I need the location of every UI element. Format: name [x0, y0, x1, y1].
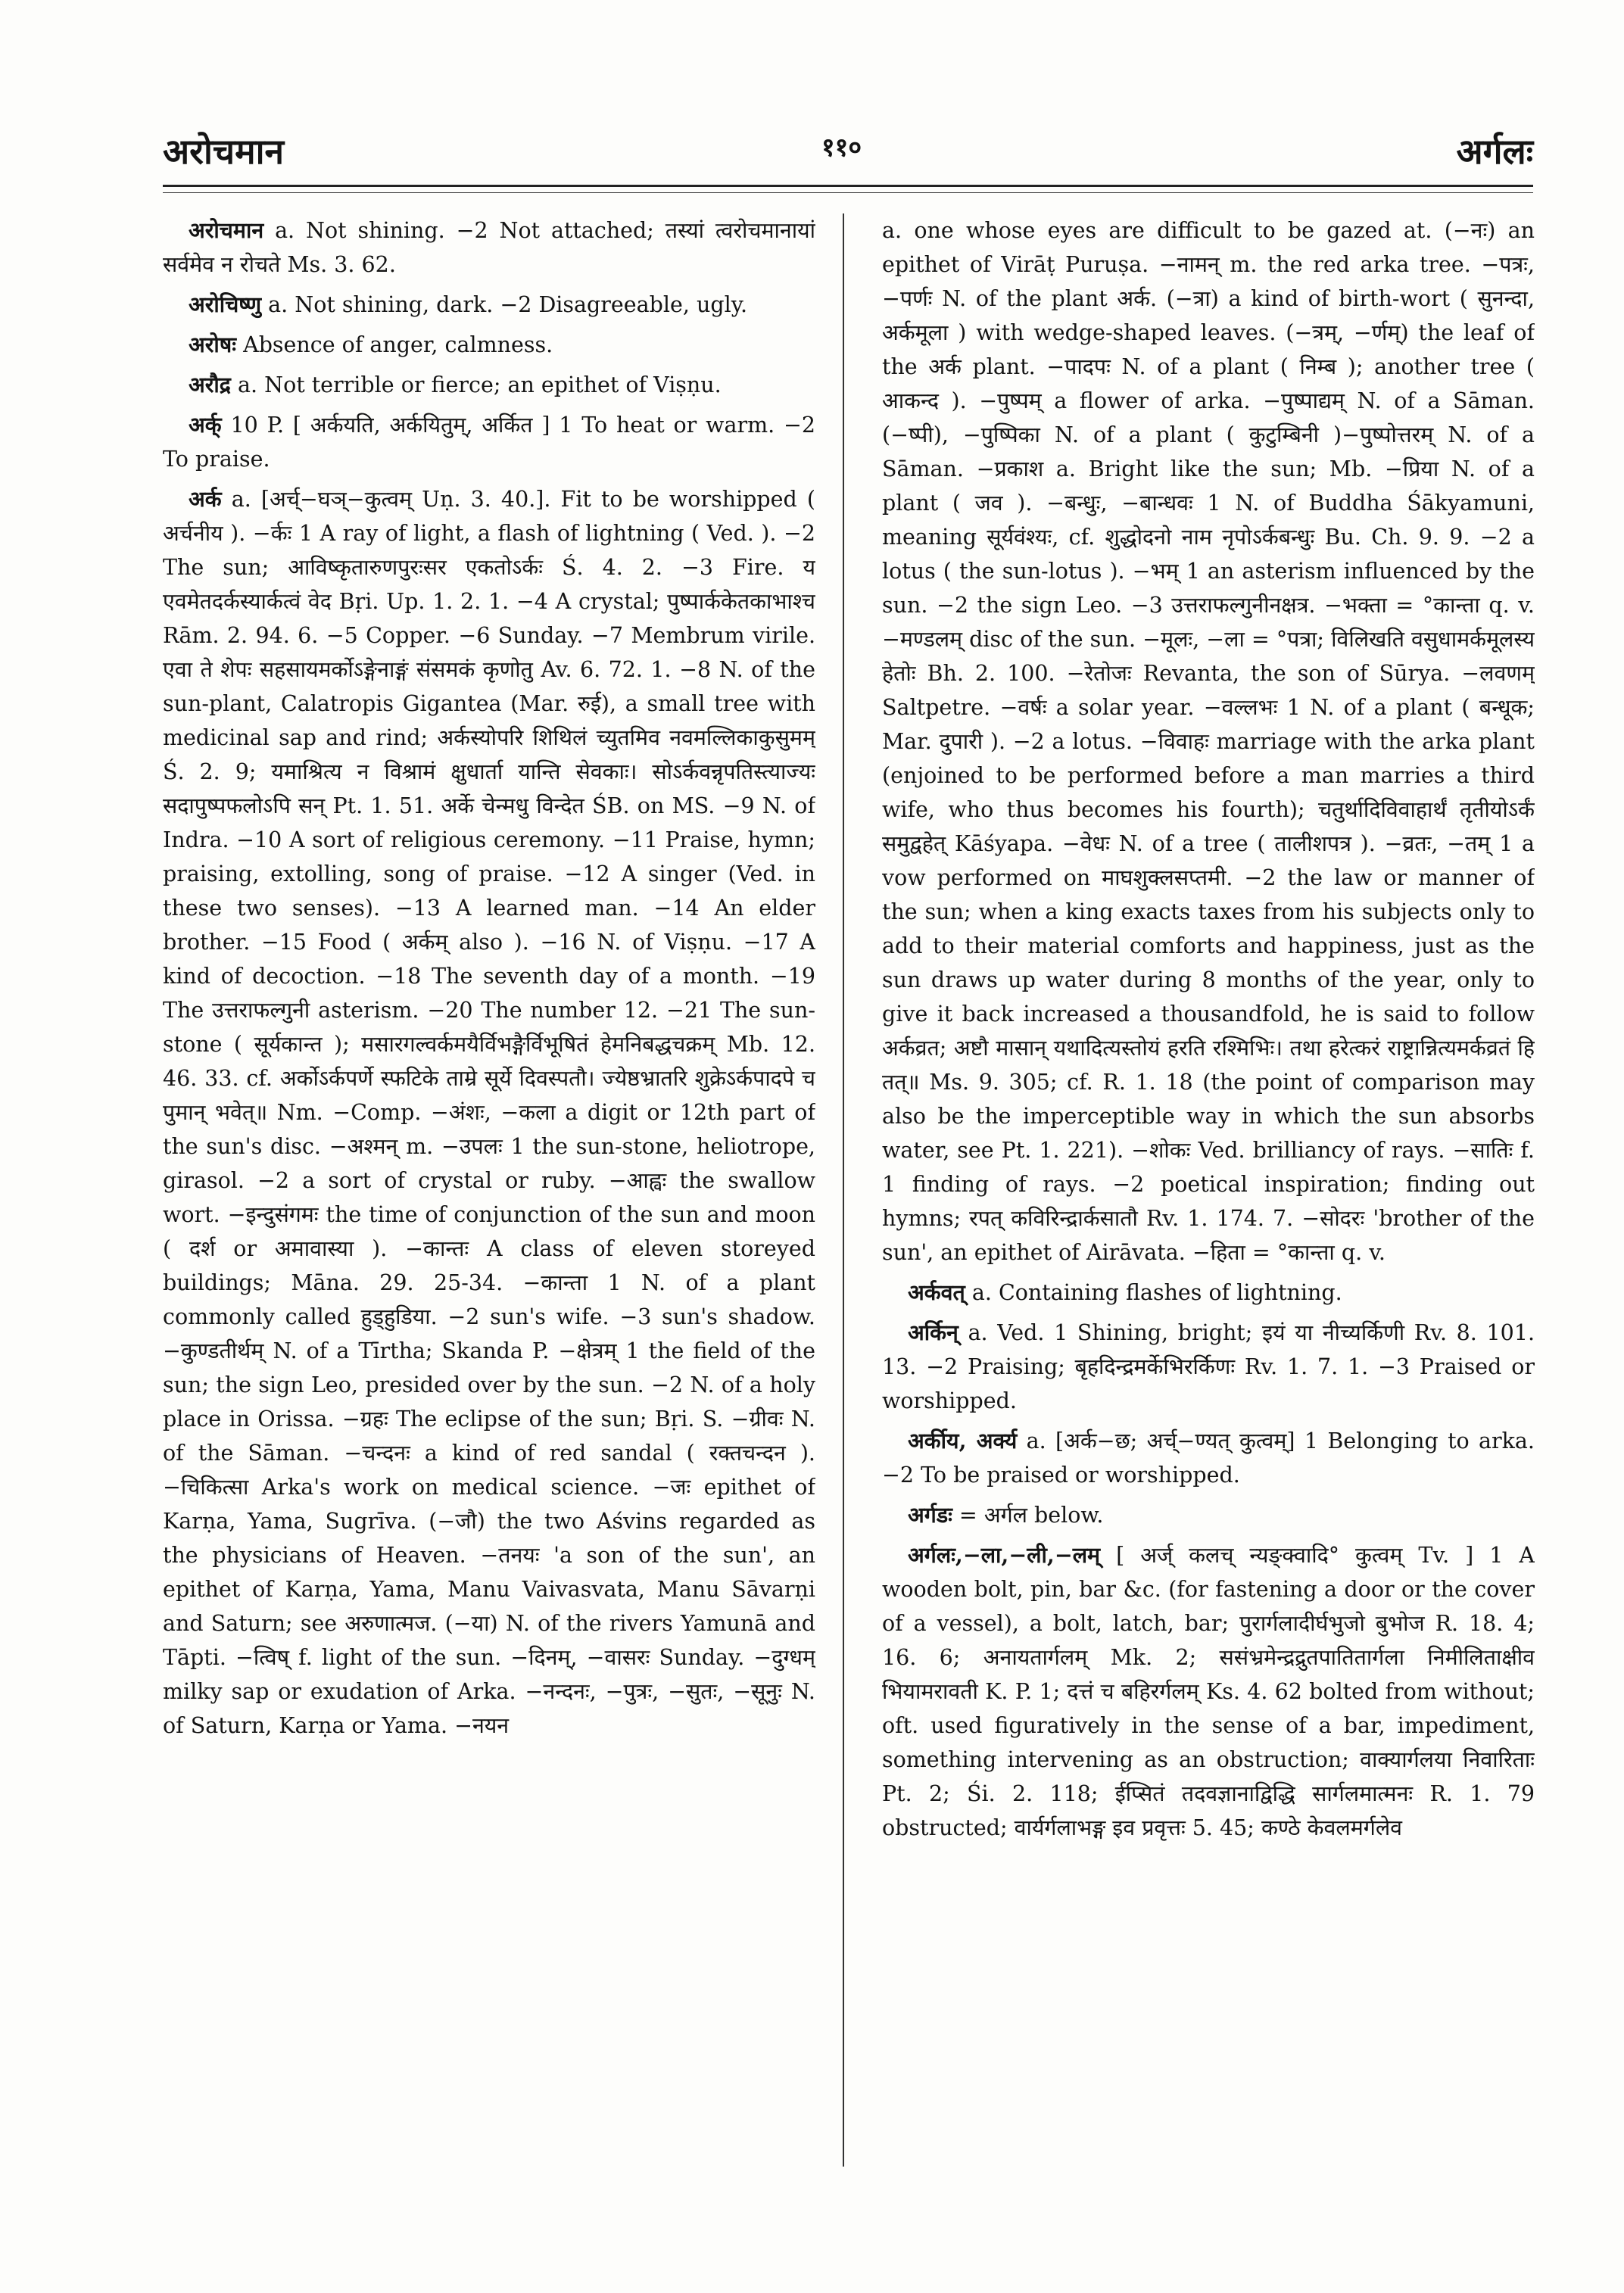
entry-headword: अर्कीय, अर्क्य [908, 1428, 1018, 1453]
page-header [163, 114, 1533, 174]
dictionary-entry-continued [882, 213, 1535, 1270]
entry-text: a. [अर्क−छ; अर्च्−ण्यत् कुत्वम्] 1 Belonging to arka. −2 To be praised or worshipped. [882, 1428, 1535, 1488]
dictionary-entry [882, 1498, 1535, 1532]
entry-text: a. [अर्च्−घञ्−कुत्वम् Uṇ. 3. 40.]. Fit to be worshipped ( अर्चनीय ). −र्कः 1 A ray of light, a flash of lightning ( Ved. ). −2 The sun; आविष्कृतारुणपुरःसर एकतोऽर्कः Ś. 4. 2. −3 Fire. य एवमेतदर्कस्यार्कत्वं वेद Bṛi. Up. 1. 2. 1. −4 A crystal; पुष्पार्ककेतकाभाश्च Rām. 2. 94. 6. −5 Copper. −6 Sunday. −7 Membrum virile. एवा ते शेपः सहसायमर्कोऽङ्गेनाङ्गं संसमकं कृणोतु Av. 6. 72. 1. −8 N. of the sun-plant, Calatropis Gigantea (Mar. रुई), a small tree with medicinal sap and rind; अर्कस्योपरि शिथिलं च्युतमिव नवमल्लिकाकुसुमम् Ś. 2. 9; यमाश्रित्य न विश्रामं क्षुधार्ता यान्ति सेवकाः। सोऽर्कवन्नृपतिस्त्याज्यः सदापुष्पफलोऽपि सन् Pt. 1. 51. अर्के चेन्मधु विन्देत ŚB. on MS. −9 N. of Indra. −10 A sort of religious ceremony. −11 Praise, hymn; praising, extolling, song of praise. −12 A singer (Ved. in these two senses). −13 A learned man. −14 An elder brother. −15 Food ( अर्कम् also ). −16 N. of Viṣṇu. −17 A kind of decoction. −18 The seventh day of a month. −19 The उत्तराफल्गुनी asterism. −20 The number 12. −21 The sun-stone ( सूर्यकान्त ); मसारगल्वर्कमयैर्विभङ्गैर्विभूषितं हेमनिबद्धचक्रम् Mb. 12. 46. 33. cf. अर्कोऽर्कपर्णे स्फटिके ताम्रे सूर्ये दिवस्पतौ। ज्येष्ठभ्रातरि शुक्रेऽर्कपादपे च पुमान् भवेत्॥ Nm. −Comp. −अंशः, −कला a digit or 12th part of the sun's disc. −अश्मन् m. −उपलः 1 the sun-stone, heliotrope, girasol. −2 a sort of crystal or ruby. −आह्वः the swallow wort. −इन्दुसंगमः the time of conjunction of the sun and moon ( दर्श or अमावास्या ). −कान्तः A class of eleven storeyed buildings; Māna. 29. 25-34. −कान्ता 1 N. of a plant commonly called हुड्हुडिया. −2 sun's wife. −3 sun's shadow. −कुण्डतीर्थम् N. of a Tīrtha; Skanda P. −क्षेत्रम् 1 the field of the sun; the sign Leo, presided over by the sun. −2 N. of a holy place in Orissa. −ग्रहः The eclipse of the sun; Bṛi. S. −ग्रीवः N. of the Sāman. −चन्दनः a kind of red sandal ( रक्तचन्दन ). −चिकित्सा Arka's work on medical science. −जः epithet of Karṇa, Yama, Sugrīva. (−जौ) the two Aśvins regarded as the physicians of Heaven. −तनयः 'a son of the sun', an epithet of Karṇa, Yama, Manu Vaivasvata, Manu Sāvarṇi and Saturn; see अरुणात्मज. (−या) N. of the rivers Yamunā and Tāpti. −त्विष् f. light of the sun. −दिनम्, −वासरः Sunday. −दुग्धम् milky sap or exudation of Arka. −नन्दनः, −पुत्रः, −सुतः, −सूनुः N. of Saturn, Karṇa or Yama. −नयन [163, 487, 815, 1738]
dictionary-entry [163, 288, 815, 322]
entry-text: = अर्गल below. [959, 1503, 1104, 1528]
dictionary-entry [163, 408, 815, 476]
entry-text: a. Not terrible or fierce; an epithet of Viṣṇu. [238, 372, 722, 397]
left-column [163, 213, 815, 2212]
entry-text: a. Not shining, dark. −2 Disagreeable, ugly. [268, 292, 748, 317]
entry-headword: अर्क [189, 486, 222, 512]
dictionary-entry [882, 1276, 1535, 1310]
dictionary-entry [163, 368, 815, 402]
entry-text: a. Containing flashes of lightning. [971, 1280, 1342, 1305]
dictionary-entry [882, 1424, 1535, 1492]
entry-headword: अरोषः [189, 332, 237, 357]
page-number: ११० [821, 132, 862, 163]
entry-headword: अरोचमान [189, 217, 264, 243]
entry-text: Absence of anger, calmness. [243, 332, 553, 357]
entry-headword: अर्गडः [908, 1502, 952, 1528]
entry-text: [ अर्ज् कलच् न्यङ्क्वादि° कुत्वम् Tv. ] 1 A wooden bolt, pin, bar &c. (for fastening a door or the cover of a vessel), a bolt, latch, bar; पुरार्गलादीर्घभुजो बुभोज R. 18. 4; 16. 6; अनायतार्गलम् Mk. 2; ससंभ्रमेन्द्रद्रुतपातितार्गला निमीलिताक्षीव भियामरावती K. P. 1; दत्तं च बहिरर्गलम् Ks. 4. 62 bolted from without; oft. used figuratively in the sense of a bar, impediment, something intervening as an obstruction; वाक्यार्गलया निवारिताः Pt. 2; Śi. 2. 118; ईप्सितं तदवज्ञानाद्विद्धि सार्गलमात्मनः R. 1. 79 obstructed; वार्यर्गलाभङ्ग इव प्रवृत्तः 5. 45; कण्ठे केवलमर्गलेव [882, 1543, 1535, 1840]
dictionary-entry [163, 328, 815, 362]
header-rule-thick [163, 185, 1533, 187]
entry-headword: अर्कवत् [908, 1279, 965, 1305]
dictionary-entry [882, 1316, 1535, 1418]
entry-headword: अर्क् [189, 412, 222, 438]
entry-headword: अर्किन् [908, 1319, 959, 1345]
dictionary-entry [163, 482, 815, 1743]
column-divider [843, 213, 844, 2167]
entry-text: a. Ved. 1 Shining, bright; इयं या नीच्यर्किणी Rv. 8. 101. 13. −2 Praising; बृहदिन्द्रमर्केभिरर्किणः Rv. 1. 7. 1. −3 Praised or worshipped. [882, 1320, 1535, 1413]
entry-text: 10 P. [ अर्कयति, अर्कयितुम्, अर्कित ] 1 To heat or warm. −2 To praise. [163, 413, 815, 472]
entry-headword: अर्गलः,−ला,−ली,−लम् [908, 1542, 1101, 1568]
entry-headword: अरोचिष्णु [189, 291, 262, 317]
dictionary-entry [882, 1538, 1535, 1845]
entry-text: a. Not shining. −2 Not attached; तस्यां त्वरोचमानायां सर्वमेव न रोचते Ms. 3. 62. [163, 218, 815, 277]
header-rule-thin [163, 192, 1533, 193]
dictionary-entry [163, 213, 815, 282]
left-guide-word: अरोचमान [163, 131, 285, 172]
entry-text: a. one whose eyes are difficult to be gazed at. (−नः) an epithet of Virāṭ Puruṣa. −नामन् m. the red arka tree. −पत्रः, −पर्णः N. of the plant अर्क. (−त्रा) a kind of birth-wort ( सुनन्दा, अर्कमूला ) with wedge-shaped leaves. (−त्रम्, −र्णम्) the leaf of the अर्क plant. −पादपः N. of a plant ( निम्ब ); another tree ( आकन्द ). −पुष्पम् a flower of arka. −पुष्पाद्यम् N. of a Sāman. (−ष्पी), −पुष्पिका N. of a plant ( कुटुम्बिनी )−पुष्पोत्तरम् N. of a Sāman. −प्रकाश a. Bright like the sun; Mb. −प्रिया N. of a plant ( जव ). −बन्धुः, −बान्धवः 1 N. of Buddha Śākyamuni, meaning सूर्यवंश्यः, cf. शुद्धोदनो नाम नृपोऽर्कबन्धुः Bu. Ch. 9. 9. −2 a lotus ( the sun-lotus ). −भम् 1 an asterism influenced by the sun. −2 the sign Leo. −3 उत्तराफल्गुनीनक्षत्र. −भक्ता = °कान्ता q. v. −मण्डलम् disc of the sun. −मूलः, −ला = °पत्रा; विलिखति वसुधामर्कमूलस्य हेतोः Bh. 2. 100. −रेतोजः Revanta, the son of Sūrya. −लवणम् Saltpetre. −वर्षः a solar year. −वल्लभः 1 N. of a plant ( बन्धूक; Mar. दुपारी ). −2 a lotus. −विवाहः marriage with the arka plant (enjoined to be performed before a man marries a third wife, who thus becomes his fourth); चतुर्थादिविवाहार्थं तृतीयोऽर्कं समुद्वहेत् Kāśyapa. −वेधः N. of a tree ( तालीशपत्र ). −व्रतः, −तम् 1 a vow performed on माघशुक्लसप्तमी. −2 the law or manner of the sun; when a king exacts taxes from his subjects only to add to their material comforts and happiness, just as the sun draws up water during 8 months of the year, only to give it back increased a thousandfold, he is said to follow अर्कव्रत; अष्टौ मासान् यथादित्यस्तोयं हरति रश्मिभिः। तथा हरेत्करं राष्ट्रान्नित्यमर्कव्रतं हि तत्॥ Ms. 9. 305; cf. R. 1. 18 (the point of comparison may also be the imperceptible way in which the sun absorbs water, see Pt. 1. 221). −शोकः Ved. brilliancy of rays. −सातिः f. 1 finding of rays. −2 poetical inspiration; finding out hymns; रपत् कविरिन्द्रार्कसातौ Rv. 1. 174. 7. −सोदरः 'brother of the sun', an epithet of Airāvata. −हिता = °कान्ता q. v. [882, 218, 1535, 1265]
right-column [882, 213, 1535, 2212]
entry-headword: अरौद्र [189, 372, 231, 397]
right-guide-word: अर्गलः [1456, 131, 1533, 172]
